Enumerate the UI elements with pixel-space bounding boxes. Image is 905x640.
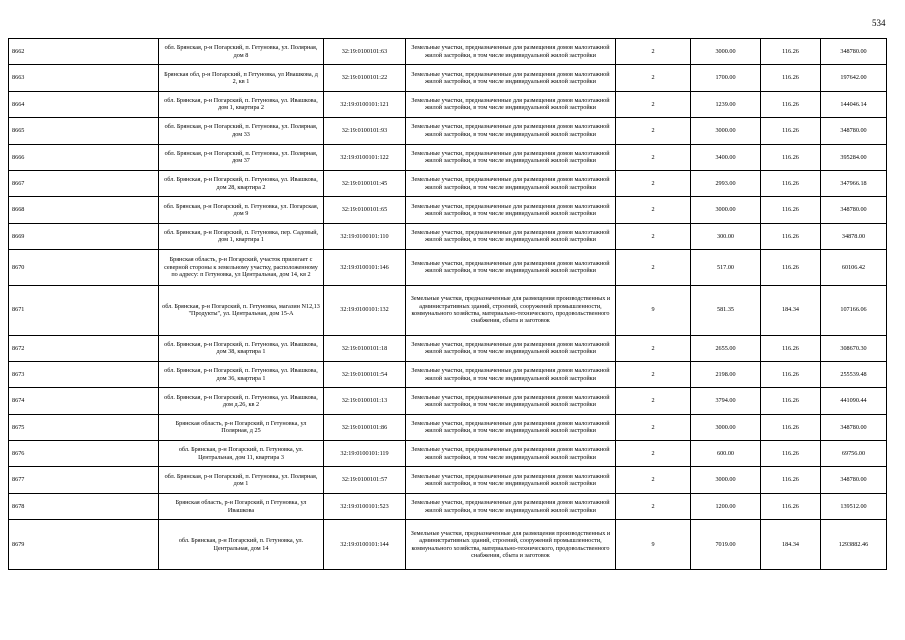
area-cell: 300.00 [691, 223, 761, 249]
address-cell: обл. Брянская, р-н Погарский, п. Гетуновка, ул. Ивашкова, дом д.26, кв 2 [159, 388, 324, 414]
table-row [9, 65, 887, 91]
cadastral-number-cell: 32:19:0100101:65 [324, 197, 406, 223]
address-cell: Брянская область, р-н Погарский, п Гетуновка, ул Ивашкова [159, 493, 324, 519]
rate-cell: 116.26 [761, 250, 821, 285]
category-cell: 2 [616, 197, 691, 223]
cadastral-value-cell: 144046.14 [821, 91, 887, 117]
cadastral-number-cell: 32:19:0100101:93 [324, 118, 406, 144]
cadastral-number-cell: 32:19:0100101:110 [324, 223, 406, 249]
table-row [9, 335, 887, 361]
table-row [9, 144, 887, 170]
rate-cell: 116.26 [761, 197, 821, 223]
cadastral-number-cell: 32:19:0100101:146 [324, 250, 406, 285]
land-purpose-cell: Земельные участки, предназначенные для размещения домов малоэтажной жилой застройки, в том числе индивидуальной жилой застройки [406, 118, 616, 144]
rate-cell: 116.26 [761, 467, 821, 493]
row-number: 8668 [9, 197, 159, 223]
cadastral-value-cell: 348780.00 [821, 414, 887, 440]
cadastral-value-cell: 348780.00 [821, 39, 887, 65]
category-cell: 2 [616, 361, 691, 387]
land-purpose-cell: Земельные участки, предназначенные для размещения домов малоэтажной жилой застройки, в том числе индивидуальной жилой застройки [406, 414, 616, 440]
address-cell: обл. Брянская, р-н Погарский, п. Гетуновка, ул. Ивашкова, дом 28, квартира 2 [159, 170, 324, 196]
category-cell: 9 [616, 520, 691, 570]
row-number: 8667 [9, 170, 159, 196]
table-row [9, 520, 887, 570]
cadastral-value-cell: 69756.00 [821, 441, 887, 467]
table-row [9, 361, 887, 387]
cadastral-number-cell: 32:19:0100101:22 [324, 65, 406, 91]
address-cell: Брянская область, р-н Погарский, участок прилегает с северной стороны к земельному участку, расположенному по адресу: п Гетуновка, ул Центральная, дом 14, кв 2 [159, 250, 324, 285]
area-cell: 3794.00 [691, 388, 761, 414]
address-cell: обл. Брянская, р-н Погарский, п. Гетуновка, ул. Погарская, дом 9 [159, 197, 324, 223]
rate-cell: 116.26 [761, 170, 821, 196]
rate-cell: 116.26 [761, 388, 821, 414]
category-cell: 2 [616, 65, 691, 91]
rate-cell: 116.26 [761, 335, 821, 361]
area-cell: 3000.00 [691, 39, 761, 65]
cadastral-number-cell: 32:19:0100101:63 [324, 39, 406, 65]
land-purpose-cell: Земельные участки, предназначенные для размещения производственных и административных зданий, строений, сооружений промышленности, коммунального хозяйства, материально-технического, продовольственного снабжения, сбыта и заготовок [406, 285, 616, 335]
row-number: 8678 [9, 493, 159, 519]
cadastral-number-cell: 32:19:0100101:119 [324, 441, 406, 467]
cadastral-value-cell: 255539.48 [821, 361, 887, 387]
table-body [9, 39, 887, 570]
area-cell: 1239.00 [691, 91, 761, 117]
land-registry-table [8, 38, 887, 570]
row-number: 8665 [9, 118, 159, 144]
address-cell: обл. Брянская, р-н Погарский, п. Гетуновка, ул. Полярная, дом 33 [159, 118, 324, 144]
area-cell: 7019.00 [691, 520, 761, 570]
area-cell: 2198.00 [691, 361, 761, 387]
table-row [9, 493, 887, 519]
address-cell: обл. Брянская, р-н Погарский, п. Гетуновка, ул. Центральная, дом 14 [159, 520, 324, 570]
address-cell: обл. Брянская, р-н Погарский, п. Гетуновка, ул. Полярная, дом 37 [159, 144, 324, 170]
land-purpose-cell: Земельные участки, предназначенные для размещения домов малоэтажной жилой застройки, в том числе индивидуальной жилой застройки [406, 223, 616, 249]
land-purpose-cell: Земельные участки, предназначенные для размещения домов малоэтажной жилой застройки, в том числе индивидуальной жилой застройки [406, 388, 616, 414]
cadastral-number-cell: 32:19:0100101:523 [324, 493, 406, 519]
cadastral-number-cell: 32:19:0100101:121 [324, 91, 406, 117]
category-cell: 2 [616, 493, 691, 519]
cadastral-value-cell: 441090.44 [821, 388, 887, 414]
category-cell: 2 [616, 144, 691, 170]
cadastral-value-cell: 308670.30 [821, 335, 887, 361]
cadastral-value-cell: 347966.18 [821, 170, 887, 196]
category-cell: 2 [616, 223, 691, 249]
cadastral-value-cell: 348780.00 [821, 197, 887, 223]
category-cell: 9 [616, 285, 691, 335]
cadastral-value-cell: 197642.00 [821, 65, 887, 91]
cadastral-number-cell: 32:19:0100101:132 [324, 285, 406, 335]
area-cell: 2993.00 [691, 170, 761, 196]
area-cell: 1200.00 [691, 493, 761, 519]
land-purpose-cell: Земельные участки, предназначенные для размещения домов малоэтажной жилой застройки, в том числе индивидуальной жилой застройки [406, 493, 616, 519]
rate-cell: 116.26 [761, 441, 821, 467]
row-number: 8664 [9, 91, 159, 117]
rate-cell: 116.26 [761, 493, 821, 519]
table-row [9, 467, 887, 493]
land-purpose-cell: Земельные участки, предназначенные для размещения домов малоэтажной жилой застройки, в том числе индивидуальной жилой застройки [406, 170, 616, 196]
cadastral-number-cell: 32:19:0100101:122 [324, 144, 406, 170]
area-cell: 3000.00 [691, 467, 761, 493]
row-number: 8672 [9, 335, 159, 361]
row-number: 8676 [9, 441, 159, 467]
cadastral-value-cell: 395284.00 [821, 144, 887, 170]
address-cell: обл. Брянская, р-н Погарский, п. Гетуновка, ул. Полярная, дом 1 [159, 467, 324, 493]
land-purpose-cell: Земельные участки, предназначенные для размещения домов малоэтажной жилой застройки, в том числе индивидуальной жилой застройки [406, 65, 616, 91]
address-cell: обл. Брянская, р-н Погарский, п. Гетуновка, магазин N12,13 "Продукты", ул. Центральная, дом 15-А [159, 285, 324, 335]
area-cell: 2655.00 [691, 335, 761, 361]
area-cell: 3000.00 [691, 118, 761, 144]
rate-cell: 116.26 [761, 39, 821, 65]
land-purpose-cell: Земельные участки, предназначенные для размещения домов малоэтажной жилой застройки, в том числе индивидуальной жилой застройки [406, 250, 616, 285]
address-cell: обл. Брянская, р-н Погарский, п. Гетуновка, ул. Ивашкова, дом 38, квартира 1 [159, 335, 324, 361]
table-row [9, 91, 887, 117]
row-number: 8666 [9, 144, 159, 170]
rate-cell: 116.26 [761, 91, 821, 117]
rate-cell: 116.26 [761, 144, 821, 170]
table-row [9, 285, 887, 335]
table-row [9, 441, 887, 467]
table-row [9, 170, 887, 196]
land-purpose-cell: Земельные участки, предназначенные для размещения домов малоэтажной жилой застройки, в том числе индивидуальной жилой застройки [406, 441, 616, 467]
address-cell: обл. Брянская, р-н Погарский, п. Гетуновка, ул. Полярная, дом 8 [159, 39, 324, 65]
land-purpose-cell: Земельные участки, предназначенные для размещения производственных и административных зданий, строений, сооружений промышленности, коммунального хозяйства, материально-технического, продовольственного снабжения, сбыта и заготовок [406, 520, 616, 570]
address-cell: обл. Брянская, р-н Погарский, п. Гетуновка, ул. Ивашкова, дом 36, квартира 1 [159, 361, 324, 387]
table-row [9, 197, 887, 223]
address-cell: обл. Брянская, р-н Погарский, п. Гетуновка, ул. Центральная, дом 11, квартира 3 [159, 441, 324, 467]
table-row [9, 414, 887, 440]
area-cell: 517.00 [691, 250, 761, 285]
cadastral-number-cell: 32:19:0100101:144 [324, 520, 406, 570]
cadastral-value-cell: 34878.00 [821, 223, 887, 249]
category-cell: 2 [616, 91, 691, 117]
cadastral-value-cell: 1293882.46 [821, 520, 887, 570]
land-purpose-cell: Земельные участки, предназначенные для размещения домов малоэтажной жилой застройки, в том числе индивидуальной жилой застройки [406, 144, 616, 170]
cadastral-value-cell: 107166.06 [821, 285, 887, 335]
land-purpose-cell: Земельные участки, предназначенные для размещения домов малоэтажной жилой застройки, в том числе индивидуальной жилой застройки [406, 467, 616, 493]
row-number: 8674 [9, 388, 159, 414]
cadastral-number-cell: 32:19:0100101:45 [324, 170, 406, 196]
row-number: 8663 [9, 65, 159, 91]
area-cell: 3000.00 [691, 197, 761, 223]
category-cell: 2 [616, 414, 691, 440]
category-cell: 2 [616, 388, 691, 414]
table-row [9, 39, 887, 65]
row-number: 8675 [9, 414, 159, 440]
cadastral-number-cell: 32:19:0100101:54 [324, 361, 406, 387]
table-row [9, 388, 887, 414]
cadastral-value-cell: 348780.00 [821, 467, 887, 493]
area-cell: 1700.00 [691, 65, 761, 91]
row-number: 8662 [9, 39, 159, 65]
row-number: 8673 [9, 361, 159, 387]
cadastral-value-cell: 348780.00 [821, 118, 887, 144]
category-cell: 2 [616, 441, 691, 467]
address-cell: Брянская обл, р-н Погарский, п Гетуновка, ул Ивашкова, д 2, кв 1 [159, 65, 324, 91]
row-number: 8670 [9, 250, 159, 285]
category-cell: 2 [616, 335, 691, 361]
rate-cell: 116.26 [761, 414, 821, 440]
category-cell: 2 [616, 250, 691, 285]
land-purpose-cell: Земельные участки, предназначенные для размещения домов малоэтажной жилой застройки, в том числе индивидуальной жилой застройки [406, 39, 616, 65]
rate-cell: 184.34 [761, 520, 821, 570]
area-cell: 3400.00 [691, 144, 761, 170]
table-row [9, 118, 887, 144]
row-number: 8679 [9, 520, 159, 570]
land-purpose-cell: Земельные участки, предназначенные для размещения домов малоэтажной жилой застройки, в том числе индивидуальной жилой застройки [406, 335, 616, 361]
row-number: 8677 [9, 467, 159, 493]
land-purpose-cell: Земельные участки, предназначенные для размещения домов малоэтажной жилой застройки, в том числе индивидуальной жилой застройки [406, 361, 616, 387]
cadastral-number-cell: 32:19:0100101:18 [324, 335, 406, 361]
cadastral-number-cell: 32:19:0100101:86 [324, 414, 406, 440]
address-cell: Брянская область, р-н Погарский, п Гетуновка, ул Полярная, д 25 [159, 414, 324, 440]
row-number: 8669 [9, 223, 159, 249]
cadastral-value-cell: 139512.00 [821, 493, 887, 519]
category-cell: 2 [616, 118, 691, 144]
cadastral-value-cell: 60106.42 [821, 250, 887, 285]
land-purpose-cell: Земельные участки, предназначенные для размещения домов малоэтажной жилой застройки, в том числе индивидуальной жилой застройки [406, 197, 616, 223]
rate-cell: 116.26 [761, 223, 821, 249]
table-row [9, 223, 887, 249]
land-purpose-cell: Земельные участки, предназначенные для размещения домов малоэтажной жилой застройки, в том числе индивидуальной жилой застройки [406, 91, 616, 117]
table-row [9, 250, 887, 285]
cadastral-number-cell: 32:19:0100101:57 [324, 467, 406, 493]
rate-cell: 116.26 [761, 65, 821, 91]
address-cell: обл. Брянская, р-н Погарский, п. Гетуновка, пер. Садовый, дом 1, квартира 1 [159, 223, 324, 249]
rate-cell: 116.26 [761, 361, 821, 387]
page-number: 534 [872, 18, 886, 28]
rate-cell: 116.26 [761, 118, 821, 144]
category-cell: 2 [616, 467, 691, 493]
row-number: 8671 [9, 285, 159, 335]
area-cell: 600.00 [691, 441, 761, 467]
rate-cell: 184.34 [761, 285, 821, 335]
category-cell: 2 [616, 39, 691, 65]
category-cell: 2 [616, 170, 691, 196]
area-cell: 3000.00 [691, 414, 761, 440]
cadastral-number-cell: 32:19:0100101:13 [324, 388, 406, 414]
address-cell: обл. Брянская, р-н Погарский, п. Гетуновка, ул. Ивашкова, дом 1, квартира 2 [159, 91, 324, 117]
area-cell: 581.35 [691, 285, 761, 335]
